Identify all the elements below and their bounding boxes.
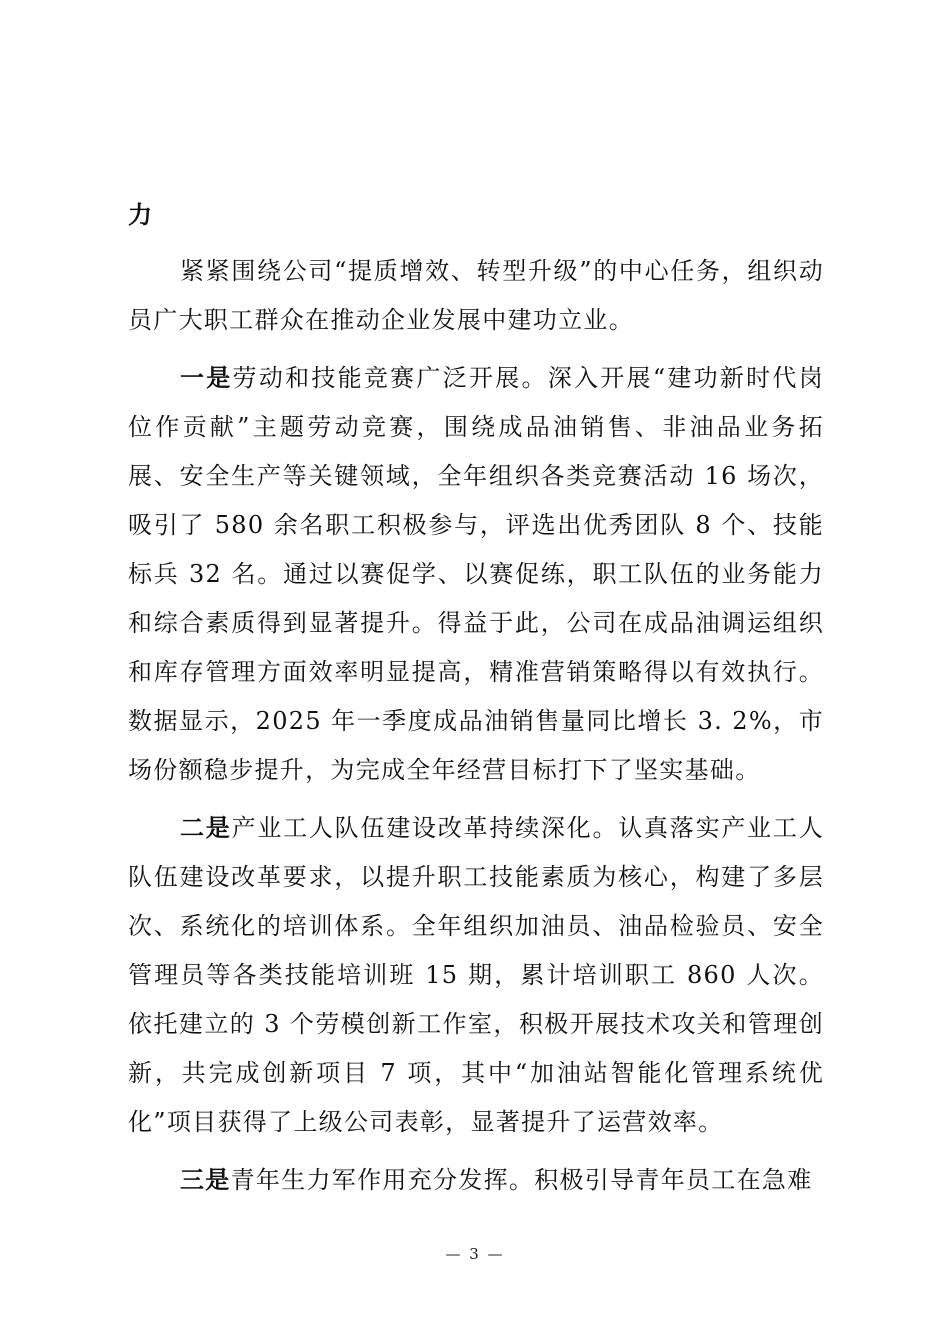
document-body [128,190,824,1205]
page-number: — 3 — [445,1245,505,1263]
paragraph-one [128,353,824,795]
paragraph-two-text: 产业工人队伍建设改革持续深化。认真落实产业工人队伍建设改革要求，以提升职工技能素质为核心，构建了多层次、系统化的培训体系。全年组织加油员、油品检验员、安全管理员等各类技能培训班 15 期，累计培训职工 860 人次。依托建立的 3 个劳模创新工作室，积极开展技术攻关和管理创新，共完成创新项目 7 项，其中“加油站智能化管理系统优化”项目获得了上级公司表彰，显著提升了运营效率。 [128,814,824,1136]
intro-paragraph: 紧紧围绕公司“提质增效、转型升级”的中心任务，组织动员广大职工群众在推动企业发展中建功立业。 [128,257,824,334]
paragraph-three-lead: 三是 [180,1165,231,1194]
paragraph-three [128,1155,824,1205]
paragraph-two [128,803,824,1147]
paragraph-one-text: 劳动和技能竞赛广泛开展。深入开展“建功新时代岗位作贡献”主题劳动竞赛，围绕成品油销售、非油品业务拓展、安全生产等关键领域，全年组织各类竞赛活动 16 场次，吸引了 580 余名职工积极参与，评选出优秀团队 8 个、技能标兵 32 名。通过以赛促学、以赛促练，职工队伍的业务能力和综合素质得到显著提升。得益于此，公司在成品油调运组织和库存管理方面效率明显提高，精准营销策略得以有效执行。数据显示，2025 年一季度成品油销售量同比增长 3. 2%，市场份额稳步提升，为完成全年经营目标打下了坚实基础。 [128,364,824,784]
section-heading-tail: 力 [128,200,154,229]
paragraph-two-lead: 二是 [180,813,232,842]
paragraph-three-text: 青年生力军作用充分发挥。积极引导青年员工在急难 [230,1166,813,1194]
paragraph-one-lead: 一是 [180,363,233,392]
